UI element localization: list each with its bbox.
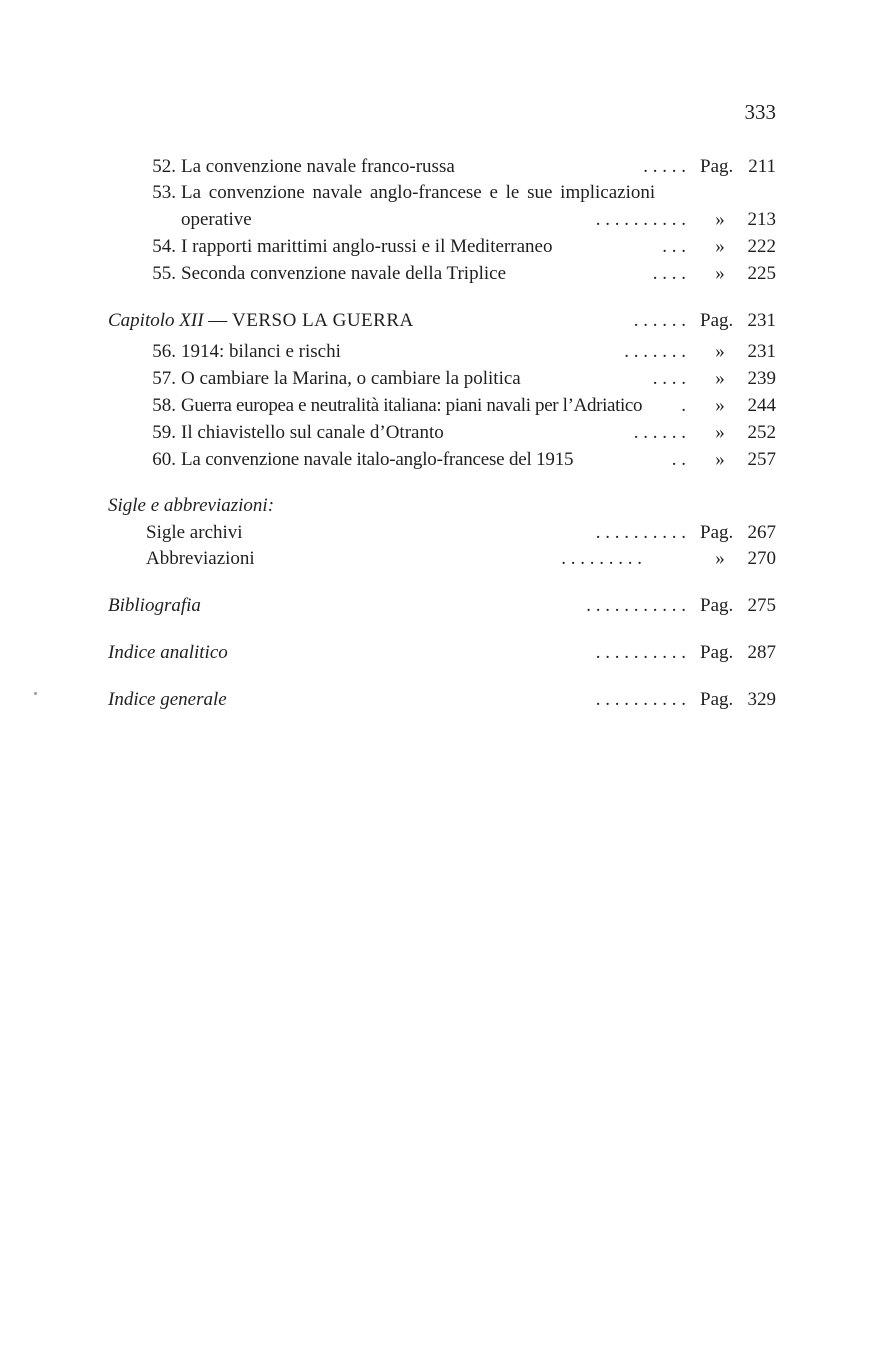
page-prefix-ditto: » (715, 209, 725, 230)
entry-title: 1914: bilanci e rischi (181, 341, 341, 362)
leader-dots: . . . (662, 236, 686, 257)
entry-number: 60. (152, 449, 176, 470)
page-prefix-ditto: » (715, 236, 725, 257)
entry-page: 231 (747, 310, 776, 331)
entry-title: La convenzione navale italo-anglo-francese del 1915 (181, 449, 574, 470)
entry-title: Indice analitico (108, 642, 228, 663)
leader-dots: . . (671, 449, 686, 470)
leader-dots: . . . . . . . . . . . (586, 595, 686, 616)
entry-page: 252 (747, 422, 776, 443)
entry-number: 55. (152, 263, 176, 284)
toc-entry-54[interactable] (0, 234, 873, 260)
entry-title-continuation: operative (181, 209, 252, 230)
toc-entry-56[interactable] (0, 339, 873, 365)
page-prefix: Pag. (700, 689, 734, 710)
entry-number: 59. (152, 422, 176, 443)
leader-dots: . . . . (652, 263, 686, 284)
entry-number: 54. (152, 236, 176, 257)
section-heading: Sigle e abbreviazioni: (108, 495, 275, 516)
entry-title: Sigle archivi (146, 522, 243, 543)
toc-entry-sigle-archivi[interactable] (0, 520, 873, 546)
entry-page: 231 (747, 341, 776, 362)
entry-page: 213 (747, 209, 776, 230)
toc-entry-53[interactable] (0, 180, 873, 206)
entry-page: 239 (747, 368, 776, 389)
leader-dots: . . . . . . . (624, 341, 686, 362)
chapter-dash: — (208, 310, 228, 331)
sigle-heading-row (0, 493, 873, 519)
entry-page: 329 (747, 689, 776, 710)
entry-title: La convenzione navale anglo-francese e le sue implicazioni (181, 182, 656, 203)
entry-page: 225 (747, 263, 776, 284)
page-prefix-ditto: » (715, 341, 725, 362)
page-prefix: Pag. (700, 310, 734, 331)
entry-number: 52. (152, 156, 176, 177)
page-prefix-ditto: » (715, 395, 725, 416)
toc-entry-60[interactable] (0, 447, 873, 473)
page-prefix: Pag. (700, 156, 734, 177)
toc-entry-indice-analitico[interactable] (0, 640, 873, 666)
page-prefix: Pag. (700, 595, 734, 616)
leader-dots: . . . . . (643, 156, 686, 177)
entry-title: Seconda convenzione navale della Triplice (181, 263, 507, 284)
page-prefix: Pag. (700, 642, 734, 663)
leader-dots: . . . . . . (633, 422, 686, 443)
entry-page: 211 (748, 156, 776, 177)
leader-dots: . . . . . . . . . . (595, 642, 686, 663)
entry-title: Il chiavistello sul canale d’Otranto (181, 422, 444, 443)
toc-entry-52[interactable] (0, 154, 873, 180)
leader-dots: . . . . (652, 368, 686, 389)
toc-entry-indice-generale[interactable] (0, 687, 873, 713)
page-prefix-ditto: » (715, 368, 725, 389)
entry-number: 56. (152, 341, 176, 362)
page-number: 333 (744, 100, 776, 124)
leader-dots: . . . . . . . . . . (595, 209, 686, 230)
page-prefix: Pag. (700, 522, 734, 543)
entry-title: O cambiare la Marina, o cambiare la politica (181, 368, 521, 389)
entry-page: 270 (747, 548, 776, 569)
page-prefix-ditto: » (715, 263, 725, 284)
scan-speck (34, 692, 37, 695)
page-prefix-ditto: » (715, 449, 725, 470)
entry-page: 222 (747, 236, 776, 257)
toc-entry-59[interactable] (0, 420, 873, 446)
toc-entry-abbreviazioni[interactable] (0, 546, 873, 572)
entry-title: Abbreviazioni (146, 548, 255, 569)
entry-page: 267 (747, 522, 776, 543)
entry-number: 58. (152, 395, 176, 416)
chapter-heading-xii[interactable] (0, 308, 873, 334)
entry-title: Indice generale (108, 689, 227, 710)
entry-number: 53. (152, 182, 176, 203)
page-prefix-ditto: » (715, 548, 725, 569)
entry-title: I rapporti marittimi anglo-russi e il Mediterraneo (181, 236, 553, 257)
leader-dots: . . . . . . . . . (561, 548, 642, 569)
toc-entry-58[interactable] (0, 393, 873, 419)
leader-dots: . (681, 395, 686, 416)
toc-entry-55[interactable] (0, 261, 873, 287)
entry-page: 244 (747, 395, 776, 416)
entry-page: 287 (747, 642, 776, 663)
entry-title: La convenzione navale franco-russa (181, 156, 455, 177)
entry-page: 275 (747, 595, 776, 616)
toc-entry-53-continuation[interactable] (0, 207, 873, 233)
leader-dots: . . . . . . . . . . (595, 522, 686, 543)
entry-title: Guerra europea e neutralità italiana: piani navali per l’Adriatico (181, 395, 643, 416)
page-prefix-ditto: » (715, 422, 725, 443)
entry-page: 257 (747, 449, 776, 470)
chapter-title: VERSO LA GUERRA (232, 310, 414, 331)
toc-entry-bibliografia[interactable] (0, 593, 873, 619)
leader-dots: . . . . . . (633, 310, 686, 331)
chapter-label: Capitolo XII (108, 310, 204, 331)
entry-title: Bibliografia (108, 595, 201, 616)
leader-dots: . . . . . . . . . . (595, 689, 686, 710)
entry-number: 57. (152, 368, 176, 389)
toc-entry-57[interactable] (0, 366, 873, 392)
chapter-heading (108, 308, 414, 334)
